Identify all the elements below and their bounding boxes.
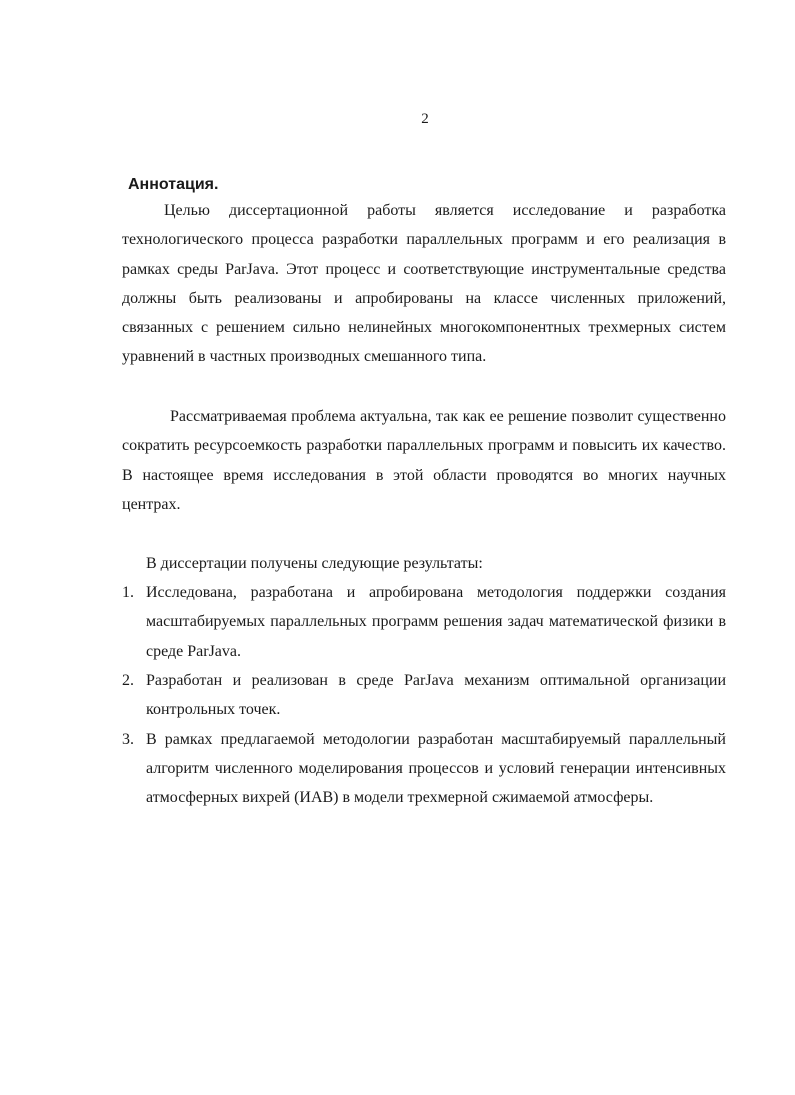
result-text: Исследована, разработана и апробирована методология поддержки создания масштабируемых параллельных программ решения задач математической физики в среде ParJava. bbox=[146, 584, 726, 660]
annotation-paragraph-2: Рассматриваемая проблема актуальна, так как ее решение позволит существенно сократить ресурсоемкость разработки параллельных программ и повысить их качество. В настоящее время исследования в этой области проводятся во многих научных центрах. bbox=[122, 408, 726, 513]
result-item-2 bbox=[122, 666, 726, 725]
result-number: 1. bbox=[122, 584, 134, 601]
result-item-1 bbox=[122, 578, 726, 666]
result-item-3 bbox=[122, 725, 726, 813]
results-list bbox=[122, 578, 726, 813]
annotation-heading: Аннотация. bbox=[128, 176, 219, 193]
annotation-paragraph-1: Целью диссертационной работы является исследование и разработка технологического процесса разработки параллельных программ и его реализация в рамках среды ParJava. Этот процесс и соответствующие инструментальные средства должны быть реализованы и апробированы на классе численных приложений, связанных с решением сильно нелинейных многокомпонентных трехмерных систем уравнений в частных производных смешанного типа. bbox=[122, 202, 726, 366]
result-text: Разработан и реализован в среде ParJava механизм оптимальной организации контрольных точек. bbox=[146, 672, 726, 719]
result-number: 3. bbox=[122, 730, 134, 748]
page-number: 2 bbox=[421, 111, 429, 127]
result-text: В рамках предлагаемой методологии разработан масштабируемый параллельный алгоритм численного моделирования процессов и условий генерации интенсивных атмосферных вихрей (ИАВ) в модели трехмерной сжимаемой атмосферы. bbox=[146, 730, 726, 807]
result-number: 2. bbox=[122, 672, 134, 690]
results-intro: В диссертации получены следующие результаты: bbox=[146, 555, 483, 572]
